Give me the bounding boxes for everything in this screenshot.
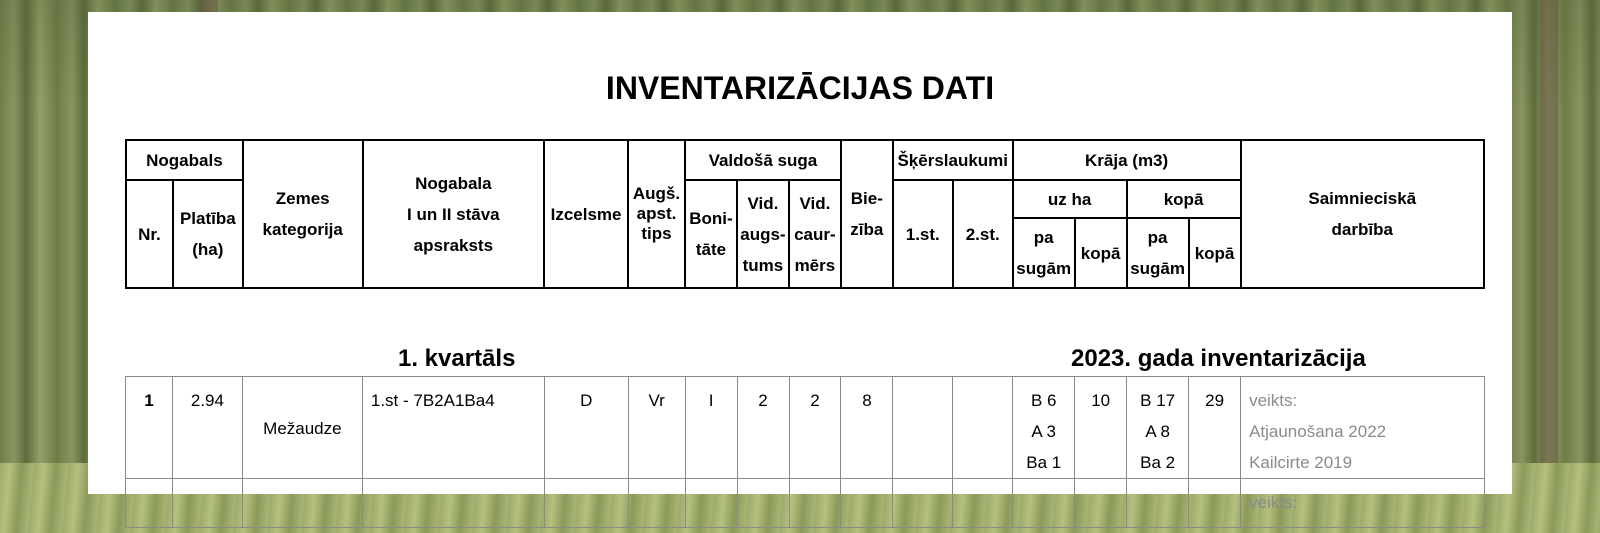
header-platiba: Platība (ha) [173,180,243,288]
cell-uz-ha-pa-sugam: B 6 A 3 Ba 1 [1013,377,1075,479]
cell-nr: 1 [126,377,173,479]
header-nogabals: Nogabals [126,140,243,180]
header-kopa-group: kopā [1127,180,1241,218]
cell-kopa-kopa: 29 [1189,377,1241,479]
cell-darbiba: veikts: [1241,479,1485,528]
cell-vid-augstums: 2 [737,377,789,479]
section-inventarizacija: 2023. gada inventarizācija [1071,345,1366,372]
cell-tips: Vr [628,377,685,479]
cell-izcelsme: D [544,377,628,479]
header-vid-caurmers: Vid. caur- mērs [789,180,841,288]
header-table [125,139,1485,289]
header-st1: 1.st. [893,180,953,288]
header-kraja: Krāja (m3) [1013,140,1241,180]
cell-apraksts: 1.st - 7B2A1Ba4 [362,377,544,479]
page-title: INVENTARIZĀCIJAS DATI [605,70,995,106]
cell-st1 [893,377,953,479]
cell-bonitate: I [685,377,737,479]
document-page [88,12,1512,512]
cell-zemes-kategorija: Mežaudze [242,377,362,479]
header-kopa-kopa: kopā [1189,218,1241,288]
header-st2: 2.st. [953,180,1013,288]
header-valdosa-suga: Valdošā suga [685,140,841,180]
cell-st2 [953,377,1013,479]
cell-kopa-pa-sugam: B 17 A 8 Ba 2 [1127,377,1189,479]
header-uz-ha-pa-sugam: pa sugām [1013,218,1075,288]
table-row [126,479,1485,528]
cell-darbiba: veikts: Atjaunošana 2022 Kailcirte 2019 [1241,377,1485,479]
section-kvartals: 1. kvartāls [398,345,516,372]
cell-biezība: 8 [841,377,893,479]
header-zemes-kategorija: Zemes kategorija [243,140,363,288]
header-izcelsme: Izcelsme [544,140,628,288]
header-tips: Augš. apst. tips [628,140,685,288]
cell-uz-ha-kopa: 10 [1075,377,1127,479]
header-vid-augstums: Vid. augs- tums [737,180,789,288]
header-saimnieciska-darbiba: Saimnieciskā darbība [1241,140,1484,288]
header-kopa-pa-sugam: pa sugām [1127,218,1189,288]
cell-platiba: 2.94 [172,377,242,479]
header-uz-ha-kopa: kopā [1075,218,1127,288]
header-apraksts: Nogabala I un II stāva apsraksts [363,140,544,288]
header-biezība: Bie- zība [841,140,893,288]
cell-vid-caurmers: 2 [789,377,841,479]
background-trunk [1540,0,1558,533]
header-nr: Nr. [126,180,173,288]
data-table [125,376,1485,528]
table-row [126,377,1485,479]
header-bonitate: Boni- tāte [685,180,737,288]
header-skerslaukumi: Šķērslaukumi [893,140,1013,180]
header-uz-ha: uz ha [1013,180,1127,218]
